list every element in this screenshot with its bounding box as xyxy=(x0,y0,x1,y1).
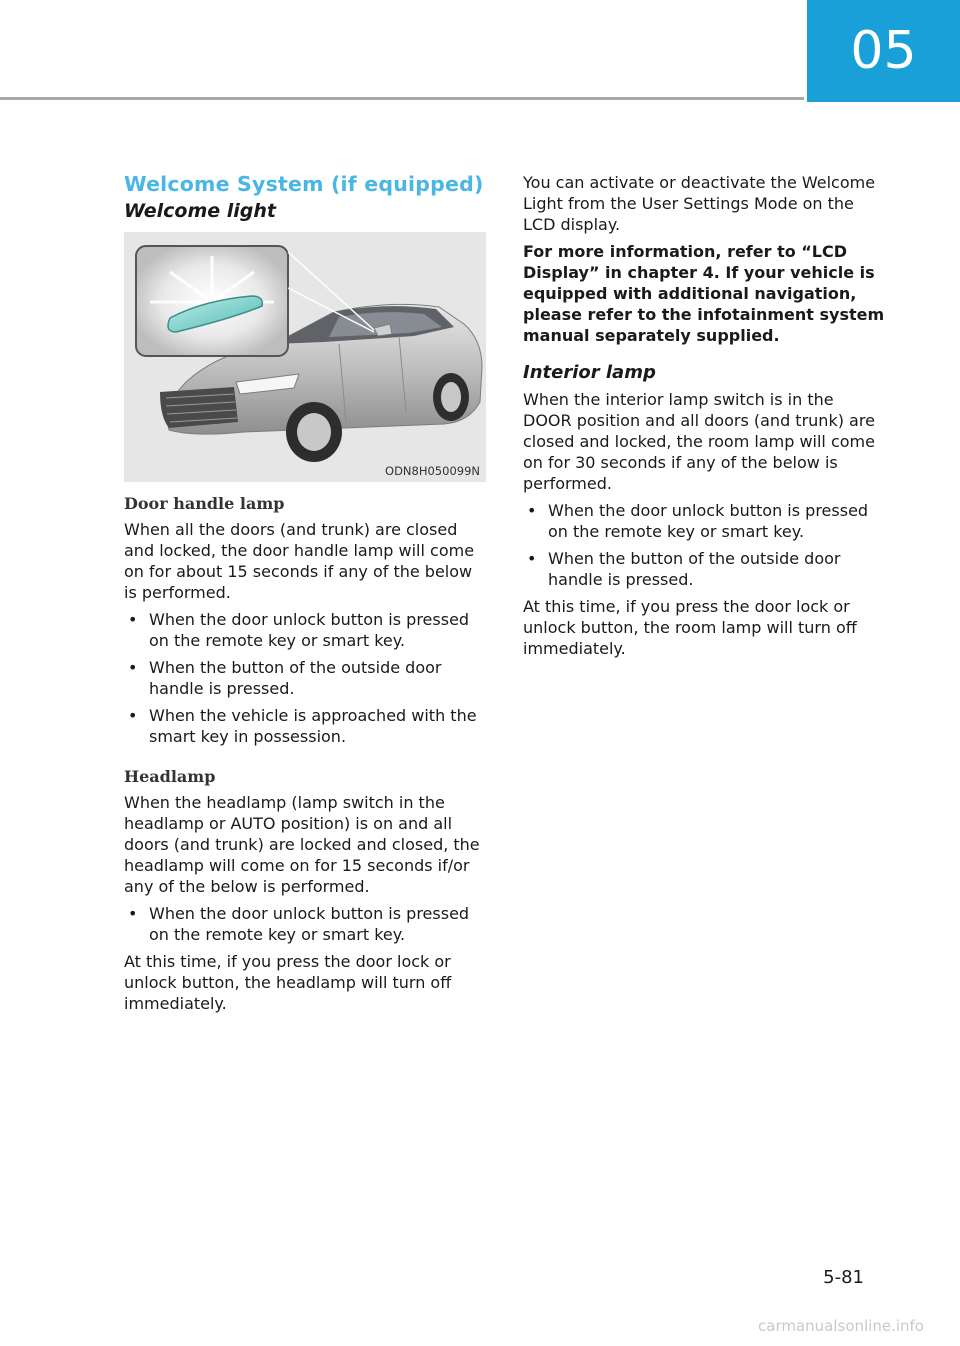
page-number: 5-81 xyxy=(823,1267,864,1288)
chapter-number: 05 xyxy=(850,21,917,81)
door-handle-lamp-list xyxy=(124,609,486,747)
list-item: • When the button of the outside door handle is pressed. xyxy=(523,548,885,590)
headlamp-intro: When the headlamp (lamp switch in the headlamp or AUTO position) is on and all doors (and trunk) are locked and closed, the headlamp will come on for 15 seconds if/or any of the below is performed. xyxy=(124,793,480,896)
right-column xyxy=(523,172,885,665)
info-text: For more information, refer to “LCD Display” in chapter 4. If your vehicle is equipped with additional navigation, please refer to the infotainment system manual separately supplied. xyxy=(523,242,885,345)
list-item: • When the door unlock button is pressed on the remote key or smart key. xyxy=(124,609,486,651)
activate-text: You can activate or deactivate the Welcome Light from the User Settings Mode on the LCD display. xyxy=(523,173,876,234)
interior-lamp-heading: Interior lamp xyxy=(523,362,656,383)
section-subtitle: Welcome light xyxy=(124,200,276,222)
list-item: • When the vehicle is approached with the smart key in possession. xyxy=(124,705,486,747)
list-item: • When the door unlock button is pressed on the remote key or smart key. xyxy=(124,903,486,945)
figure-caption: ODN8H050099N xyxy=(385,464,480,478)
welcome-light-figure xyxy=(124,232,486,482)
car-illustration xyxy=(124,232,486,482)
interior-lamp-intro: When the interior lamp switch is in the DOOR position and all doors (and trunk) are closed and locked, the room lamp will come on for 30 seconds if any of the below is performed. xyxy=(523,390,875,493)
headlamp-list xyxy=(124,903,486,945)
chapter-tab xyxy=(807,0,960,102)
interior-lamp-list xyxy=(523,500,885,590)
door-handle-lamp-heading: Door handle lamp xyxy=(124,494,285,513)
header-rule xyxy=(0,97,804,100)
watermark: carmanualsonline.info xyxy=(758,1317,924,1335)
door-handle-lamp-intro: When all the doors (and trunk) are closed and locked, the door handle lamp will come on for about 15 seconds if any of the below is performed. xyxy=(124,520,475,602)
headlamp-heading: Headlamp xyxy=(124,767,216,786)
list-item: • When the button of the outside door handle is pressed. xyxy=(124,657,486,699)
interior-lamp-note: At this time, if you press the door lock or unlock button, the room lamp will turn off immediately. xyxy=(523,597,857,658)
section-title: Welcome System (if equipped) xyxy=(124,172,484,196)
left-column xyxy=(124,172,486,1020)
headlamp-note: At this time, if you press the door lock or unlock button, the headlamp will turn off immediately. xyxy=(124,952,452,1013)
list-item: • When the door unlock button is pressed on the remote key or smart key. xyxy=(523,500,885,542)
